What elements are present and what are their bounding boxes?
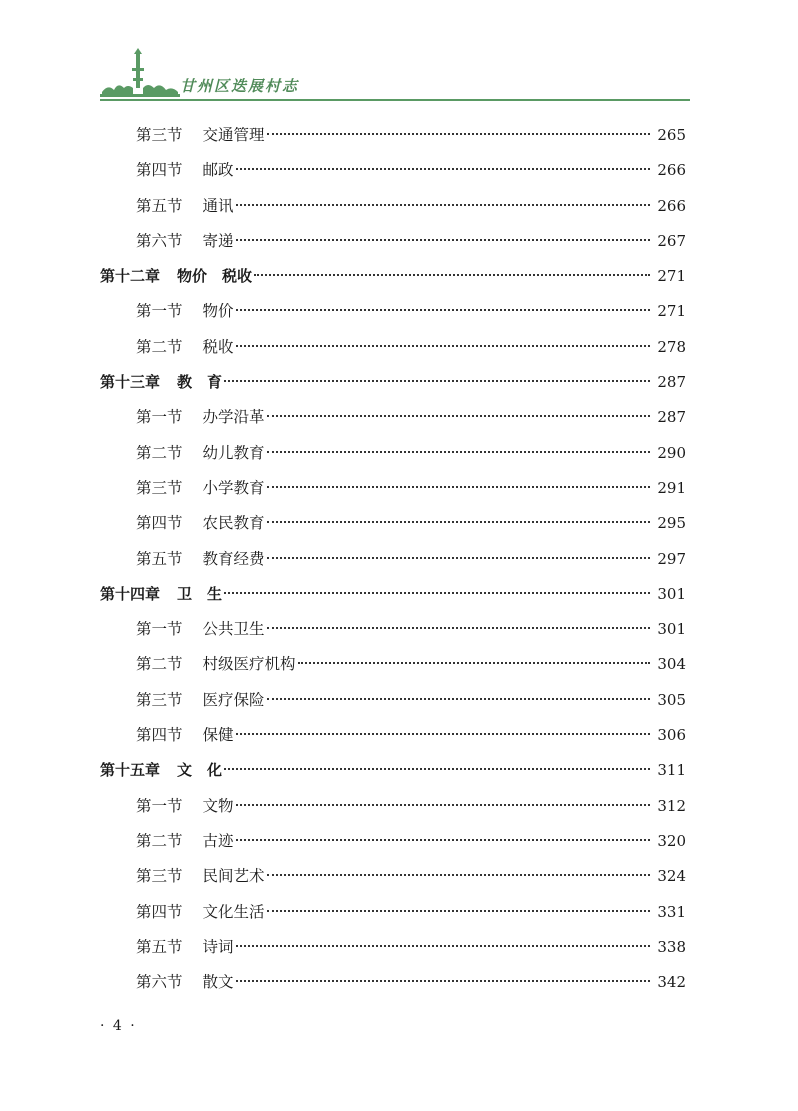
- toc-section-entry[interactable]: [100, 859, 686, 894]
- toc-entry-title: 民间艺术: [202, 867, 265, 886]
- toc-entry-number: 第十四章: [100, 584, 161, 603]
- toc-entry-number: 第六节: [136, 973, 183, 992]
- toc-section-entry[interactable]: [100, 471, 686, 506]
- toc-chapter-entry[interactable]: [100, 577, 686, 612]
- dot-leader: [254, 274, 650, 276]
- dot-leader: [224, 768, 650, 770]
- toc-section-entry[interactable]: [100, 965, 686, 1000]
- toc-entry-title: 医疗保险: [202, 690, 265, 709]
- toc-entry-number: 第四节: [136, 161, 183, 180]
- dot-leader: [236, 980, 650, 982]
- dot-leader: [267, 874, 650, 876]
- dot-leader: [224, 592, 650, 594]
- toc-entry-page: 265: [657, 126, 686, 144]
- dot-leader: [267, 415, 650, 417]
- dot-leader: [236, 345, 650, 347]
- toc-entry-number: 第一节: [136, 408, 183, 427]
- toc-entry-page: 305: [657, 690, 686, 709]
- toc-entry-number: 第一节: [136, 302, 183, 321]
- toc-entry-page: 338: [657, 937, 686, 956]
- toc-entry-page: 278: [657, 337, 686, 356]
- toc-entry-number: 第五节: [136, 937, 183, 956]
- toc-entry-number: 第三节: [136, 690, 183, 709]
- toc-section-entry[interactable]: [100, 647, 686, 682]
- toc-entry-page: 304: [657, 655, 686, 674]
- toc-entry-number: 第四节: [136, 726, 183, 745]
- toc-entry-page: 266: [657, 196, 686, 215]
- toc-entry-title: 幼儿教育: [202, 443, 265, 462]
- toc-section-entry[interactable]: [100, 789, 686, 824]
- toc-entry-title: 卫 生: [177, 584, 223, 603]
- toc-entry-title: 小学教育: [202, 478, 265, 497]
- toc-chapter-entry[interactable]: [100, 259, 686, 294]
- toc-entry-number: 第六节: [136, 231, 183, 250]
- dot-leader: [267, 698, 650, 700]
- toc-entry-page: 331: [657, 902, 686, 921]
- toc-section-entry[interactable]: [100, 506, 686, 541]
- toc-section-entry[interactable]: [100, 153, 686, 188]
- toc-section-entry[interactable]: [100, 294, 686, 329]
- toc-entry-page: 271: [657, 267, 686, 286]
- dot-leader: [224, 380, 650, 382]
- toc-entry-title: 诗词: [202, 937, 234, 956]
- toc-entry-page: 312: [657, 796, 686, 815]
- toc-entry-number: 第三节: [136, 478, 183, 497]
- toc-section-entry[interactable]: [100, 895, 686, 930]
- toc-entry-title: 保健: [202, 726, 234, 745]
- toc-entry-number: 第十三章: [100, 373, 161, 392]
- toc-entry-page: 297: [657, 549, 686, 568]
- header-rule: [100, 99, 690, 101]
- toc-entry-title: 交通管理: [202, 126, 265, 144]
- toc-entry-page: 301: [657, 620, 686, 639]
- dot-leader: [267, 133, 650, 135]
- toc-entry-page: 291: [657, 478, 686, 497]
- toc-entry-number: 第十五章: [100, 761, 161, 780]
- dot-leader: [267, 910, 650, 912]
- toc-section-entry[interactable]: [100, 224, 686, 259]
- dot-leader: [267, 521, 650, 523]
- toc-entry-title: 物价 税收: [177, 267, 253, 286]
- dot-leader: [267, 486, 650, 488]
- dot-leader: [236, 204, 650, 206]
- toc-entry-title: 古迹: [202, 831, 234, 850]
- toc-entry-number: 第二节: [136, 831, 183, 850]
- toc-section-entry[interactable]: [100, 542, 686, 577]
- toc-entry-page: 295: [657, 514, 686, 533]
- dot-leader: [236, 839, 650, 841]
- toc-entry-title: 教 育: [177, 373, 223, 392]
- landmark-tower-icon: [100, 48, 180, 100]
- toc-entry-title: 邮政: [202, 161, 234, 180]
- toc-entry-number: 第四节: [136, 514, 183, 533]
- toc-chapter-entry[interactable]: [100, 753, 686, 788]
- toc-entry-title: 物价: [202, 302, 234, 321]
- toc-section-entry[interactable]: [100, 612, 686, 647]
- toc-entry-title: 寄递: [202, 231, 234, 250]
- dot-leader: [236, 945, 650, 947]
- toc-entry-page: 266: [657, 161, 686, 180]
- toc-entry-title: 教育经费: [202, 549, 265, 568]
- dot-leader: [236, 804, 650, 806]
- toc-section-entry[interactable]: [100, 400, 686, 435]
- dot-leader: [236, 239, 650, 241]
- toc-section-entry[interactable]: [100, 683, 686, 718]
- toc-section-entry[interactable]: [100, 930, 686, 965]
- toc-section-entry[interactable]: [100, 824, 686, 859]
- toc-entry-page: 301: [657, 584, 686, 603]
- toc-entry-title: 文化生活: [202, 902, 265, 921]
- toc-chapter-entry[interactable]: [100, 365, 686, 400]
- toc-entry-number: 第一节: [136, 620, 183, 639]
- toc-entry-number: 第二节: [136, 655, 183, 674]
- dot-leader: [267, 557, 650, 559]
- toc-entry-number: 第二节: [136, 337, 183, 356]
- toc-entry-title: 税收: [202, 337, 234, 356]
- toc-entry-title: 办学沿革: [202, 408, 265, 427]
- dot-leader: [267, 451, 650, 453]
- toc-section-entry[interactable]: [100, 118, 686, 153]
- toc-entry-number: 第五节: [136, 196, 183, 215]
- dot-leader: [236, 168, 650, 170]
- toc-entry-page: 324: [657, 867, 686, 886]
- toc-entry-number: 第三节: [136, 126, 183, 144]
- toc-entry-page: 311: [657, 761, 686, 780]
- toc-entry-number: 第二节: [136, 443, 183, 462]
- toc-entry-title: 农民教育: [202, 514, 265, 533]
- toc-entry-title: 文 化: [177, 761, 223, 780]
- dot-leader: [236, 309, 650, 311]
- toc-entry-title: 通讯: [202, 196, 234, 215]
- toc-entry-page: 290: [657, 443, 686, 462]
- table-of-contents: [100, 118, 686, 1000]
- toc-entry-title: 散文: [202, 973, 234, 992]
- toc-entry-number: 第五节: [136, 549, 183, 568]
- toc-entry-page: 271: [657, 302, 686, 321]
- toc-entry-page: 306: [657, 726, 686, 745]
- toc-entry-page: 320: [657, 831, 686, 850]
- book-title: 甘州区迭展村志: [180, 77, 300, 95]
- toc-entry-number: 第四节: [136, 902, 183, 921]
- toc-entry-page: 267: [657, 231, 686, 250]
- page-number: · 4 ·: [100, 1018, 137, 1034]
- toc-entry-number: 第十二章: [100, 267, 161, 286]
- toc-entry-page: 287: [657, 408, 686, 427]
- toc-section-entry[interactable]: [100, 330, 686, 365]
- toc-entry-title: 公共卫生: [202, 620, 265, 639]
- toc-entry-title: 文物: [202, 796, 234, 815]
- toc-section-entry[interactable]: [100, 189, 686, 224]
- toc-entry-page: 342: [657, 973, 686, 992]
- running-header: [100, 48, 690, 104]
- toc-entry-title: 村级医疗机构: [202, 655, 296, 674]
- toc-entry-page: 287: [657, 373, 686, 392]
- toc-section-entry[interactable]: [100, 718, 686, 753]
- toc-section-entry[interactable]: [100, 436, 686, 471]
- dot-leader: [298, 662, 650, 664]
- toc-entry-number: 第三节: [136, 867, 183, 886]
- dot-leader: [236, 733, 650, 735]
- toc-entry-number: 第一节: [136, 796, 183, 815]
- dot-leader: [267, 627, 650, 629]
